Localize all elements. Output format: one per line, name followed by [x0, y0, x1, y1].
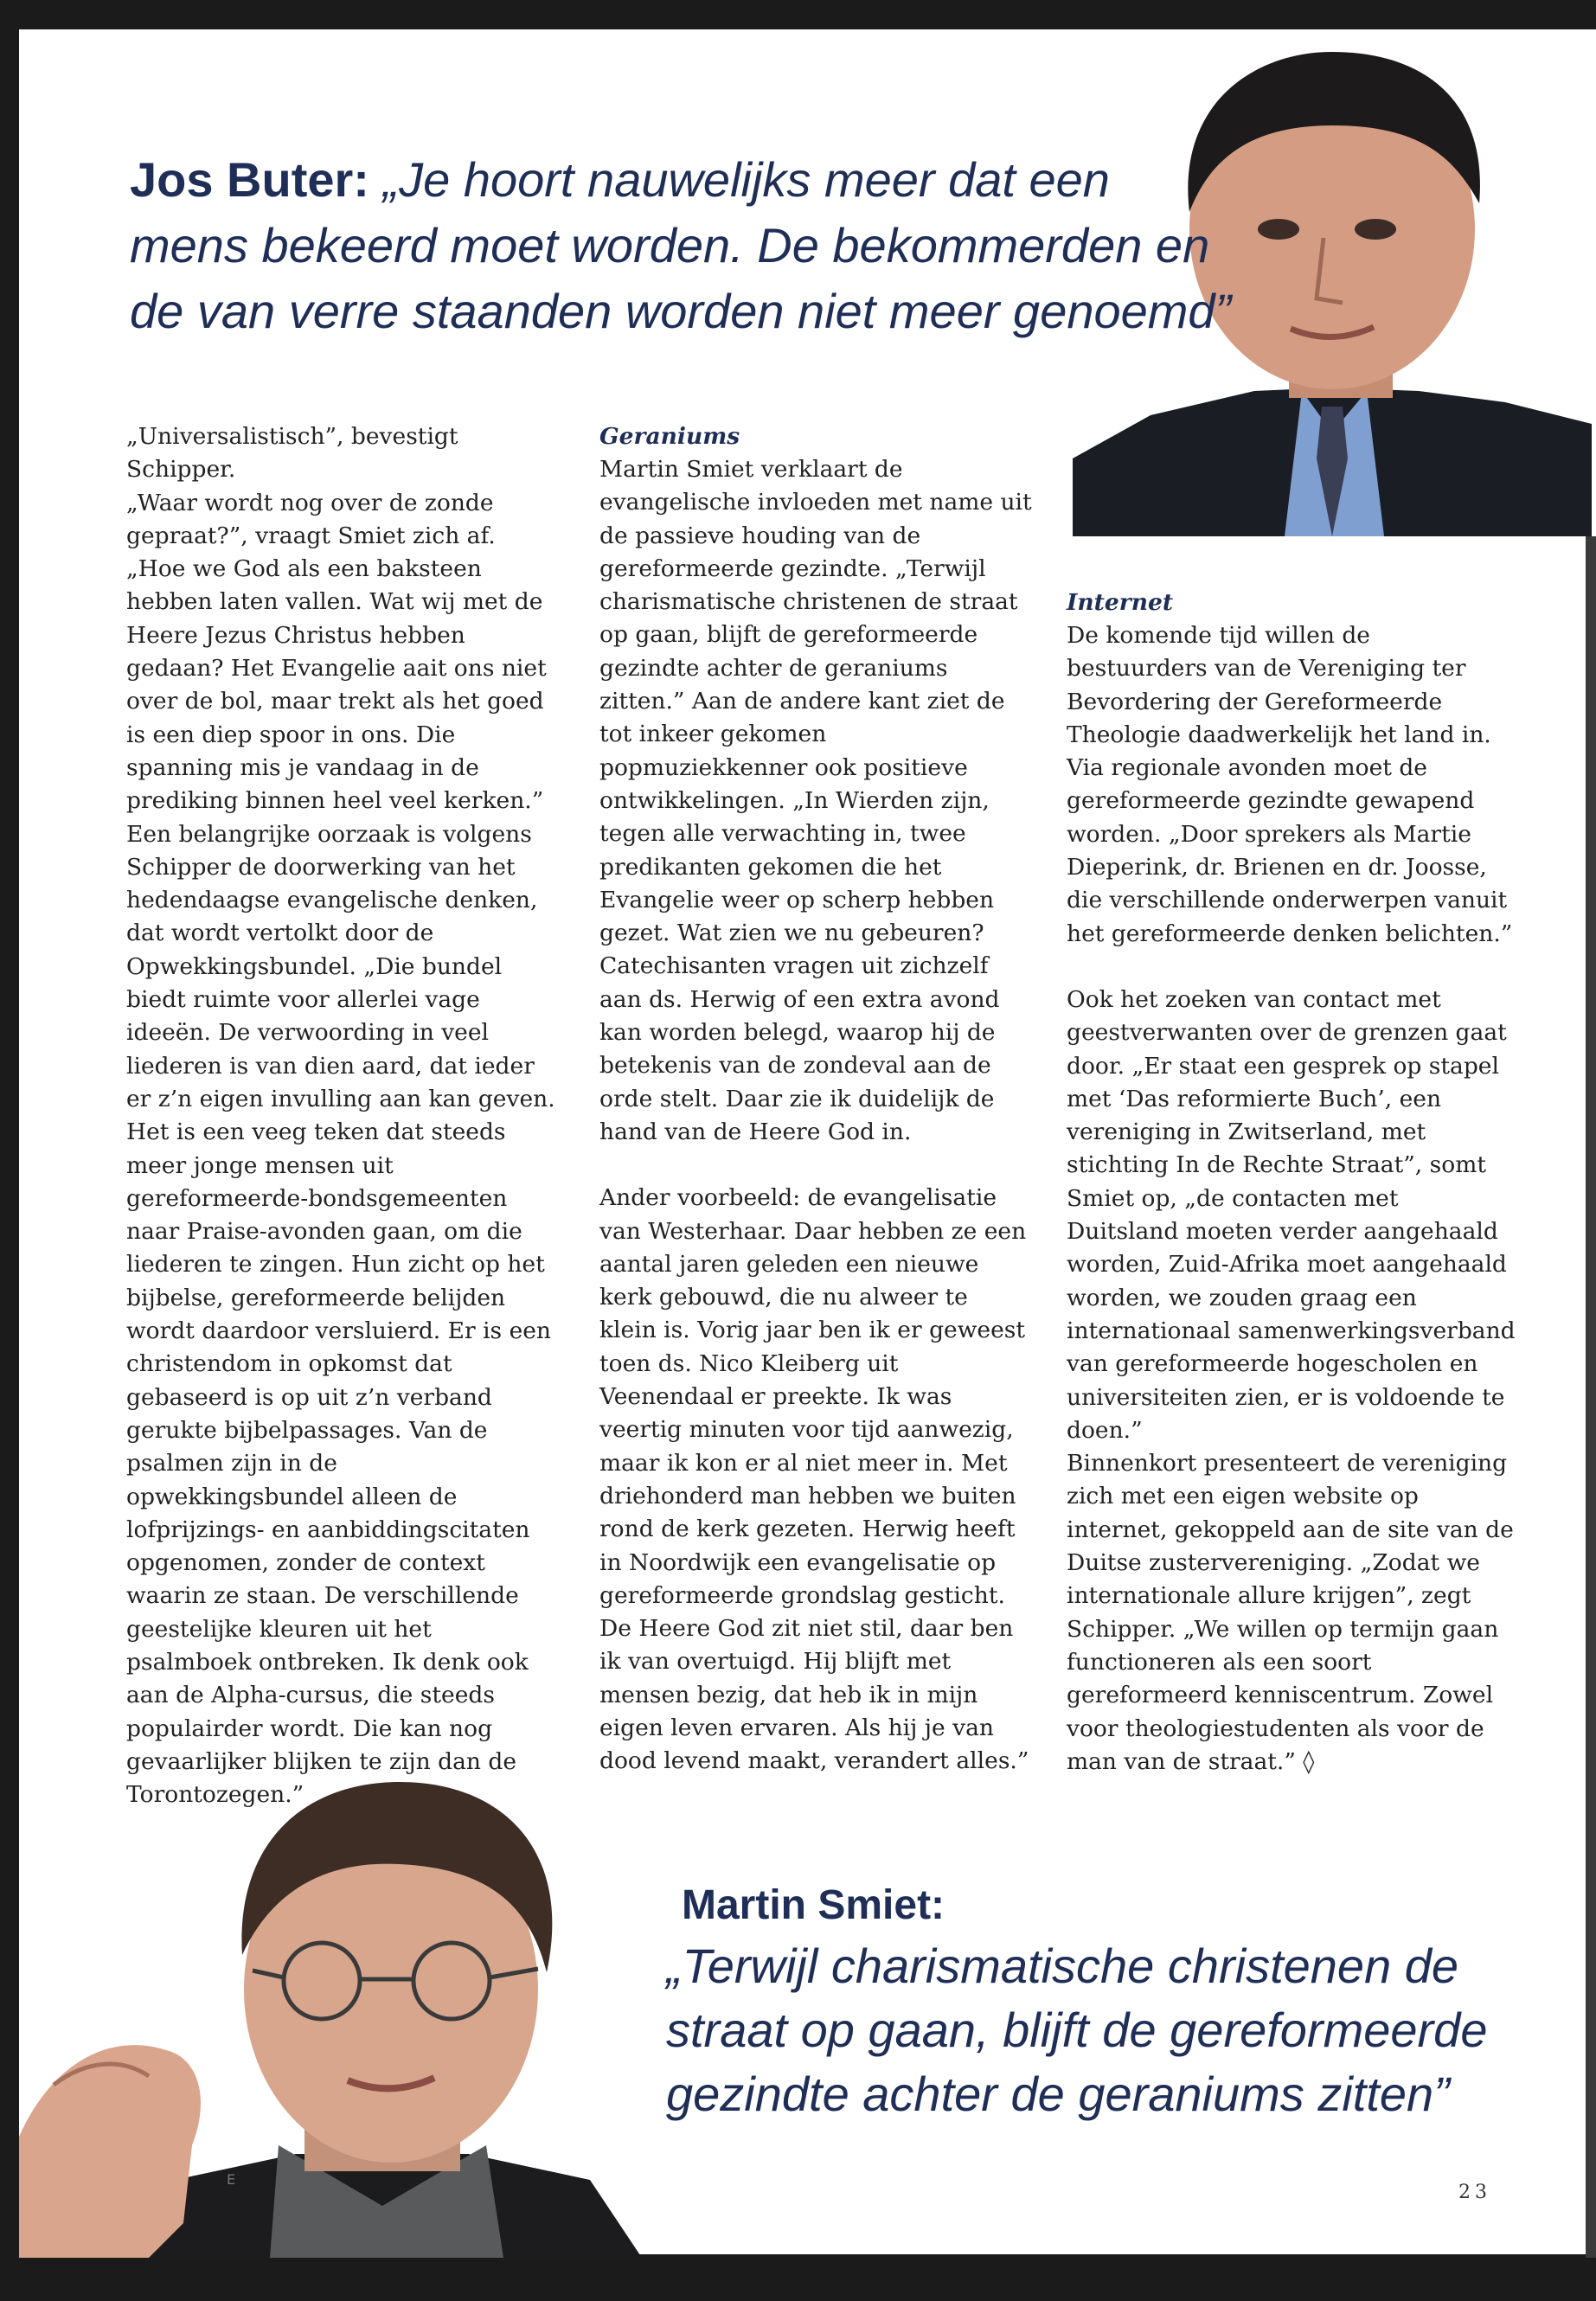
paragraph: De komende tijd willen de bestuurders van de Vereniging ter Bevordering der Gereformeerde Theologie daadwerkelijk het land in. Via regionale avonden moet de gereformeerde gezindte gewapend worden. „Door sprekers als Martie Dieperink, dr. Brienen en dr. Joosse, die verschillende onderwerpen vanuit het gereformeerde denken belichten.”: [1067, 622, 1513, 947]
paragraph: Binnenkort presenteert de vereniging zich met een eigen website op internet, gekoppeld aan de site van de Duitse zustervereniging. „Zodat we internationale allure krijgen”, zegt Schipper. „We willen op termijn gaan functioneren als een soort gereformeerd kenniscentrum. Zowel voor theologiestudenten als voor de man van de straat.” ◊: [1067, 1450, 1514, 1775]
paragraph: „Universalistisch”, bevestigt Schipper.: [126, 423, 458, 484]
pull-quote-text: „Je hoort nauwelijks meer dat een mens bekeerd moet worden. De bekommerden en de van verre staanden worden niet meer genoemd”: [130, 152, 1232, 338]
page-frame-bottom: [0, 2254, 1596, 2301]
paragraph: Martin Smiet verklaart de evangelische invloeden met name uit de passieve houding van de gereformeerde gezindte. „Terwijl charismatische christenen de straat op gaan, blijft de gereformeerde gezindte achter de geraniums zitten.” Aan de andere kant ziet de tot inkeer gekomen popmuziekkenner ook positieve ontwikkelingen. „In Wierden zijn, tegen alle verwachting in, twee predikanten gekomen die het Evangelie weer op scherp hebben gezet. Wat zien we nu gebeuren? Catechisanten vragen uit zichzelf aan ds. Herwig of een extra avond kan worden belegd, waarop hij de betekenis van de zondeval aan de orde stelt. Daar zie ik duidelijk de hand van de Heere God in.: [599, 456, 1032, 1145]
page-frame-left: [0, 0, 19, 2301]
paragraph: Ander voorbeeld: de evangelisatie van Westerhaar. Daar hebben ze een aantal jaren geleden een nieuwe kerk gebouwd, die nu alweer te klein is. Vorig jaar ben ik er geweest toen ds. Nico Kleiberg uit Veenendaal er preekte. Ik was veertig minuten voor tijd aanwezig, maar ik kon er al niet meer in. Met driehonderd man hebben we buiten rond de kerk gezeten. Herwig heeft in Noordwijk een evangelisatie op gereformeerde grondslag gesticht. De Heere God zit niet stil, daar ben ik van overtuigd. Hij blijft met mensen bezig, dat heb ik in mijn eigen leven ervaren. Als hij je van dood levend maakt, verandert alles.”: [599, 1184, 1029, 1775]
pull-quote-martin-smiet: [666, 1877, 1531, 2126]
pull-quote-name: Martin Smiet:: [682, 1882, 945, 1928]
page-frame-top: [0, 0, 1596, 29]
article-column-1: [126, 420, 559, 1811]
section-heading-geraniums: Geraniums: [599, 423, 740, 450]
article-column-3: [1067, 586, 1516, 1779]
pull-quote-text: „Terwijl charismatische christenen de straat op gaan, blijft de gereformeerde gezindte achter de geraniums zitten”: [666, 1939, 1488, 2121]
page-frame-right: [1586, 536, 1596, 2258]
pull-quote-jos-buter: [130, 147, 1237, 344]
section-heading-internet: Internet: [1067, 589, 1174, 616]
photo-credit: E: [227, 2171, 236, 2188]
paragraph: Ook het zoeken van contact met geestverwanten over de grenzen gaat door. „Er staat een gesprek op stapel met ‘Das reformierte Buch’, een vereniging in Zwitserland, met stichting In de Rechte Straat”, somt Smiet op, „de contacten met Duitsland moeten verder aangehaald worden, Zuid-Afrika moet aangehaald worden, we zouden graag een internationaal samenwerkingsverband van gereformeerde hogescholen en universiteiten zien, er is voldoende te doen.”: [1067, 985, 1516, 1444]
page-number: 23: [1458, 2182, 1491, 2203]
article-column-2: [599, 420, 1032, 1779]
pull-quote-name: Jos Buter:: [130, 152, 369, 207]
paragraph: Een belangrijke oorzaak is volgens Schipper de doorwerking van het hedendaagse evangelische denken, dat wordt vertolkt door de Opwekkingsbundel. „Die bundel biedt ruimte voor allerlei vage ideeën. De verwoording in veel liederen is van dien aard, dat ieder er z’n eigen invulling aan kan geven. Het is een veeg teken dat steeds meer jonge mensen uit gereformeerde-bondsgemeenten naar Praise-avonden gaan, om die liederen te zingen. Hun zicht op het bijbelse, gereformeerde belijden wordt daardoor versluierd. Er is een christendom in opkomst dat gebaseerd is op uit z’n verband gerukte bijbelpassages. Van de psalmen zijn in de opwekkingsbundel alleen de lofprijzings- en aanbiddingscitaten opgenomen, zonder de context waarin ze staan. De verschillende geestelijke kleuren uit het psalmboek ontbreken. Ik denk ook aan de Alpha-cursus, die steeds populairder wordt. Die kan nog gevaarlijker blijken te zijn dan de Torontozegen.”: [126, 820, 555, 1809]
paragraph: „Waar wordt nog over de zonde gepraat?”, vraagt Smiet zich af. „Hoe we God als een baksteen hebben laten vallen. Wat wij met de Heere Jezus Christus hebben gedaan? Het Evangelie aait ons niet over de bol, maar trekt als het goed is een diep spoor in ons. Die spanning mis je vandaag in de prediking binnen heel veel kerken.”: [126, 489, 547, 815]
